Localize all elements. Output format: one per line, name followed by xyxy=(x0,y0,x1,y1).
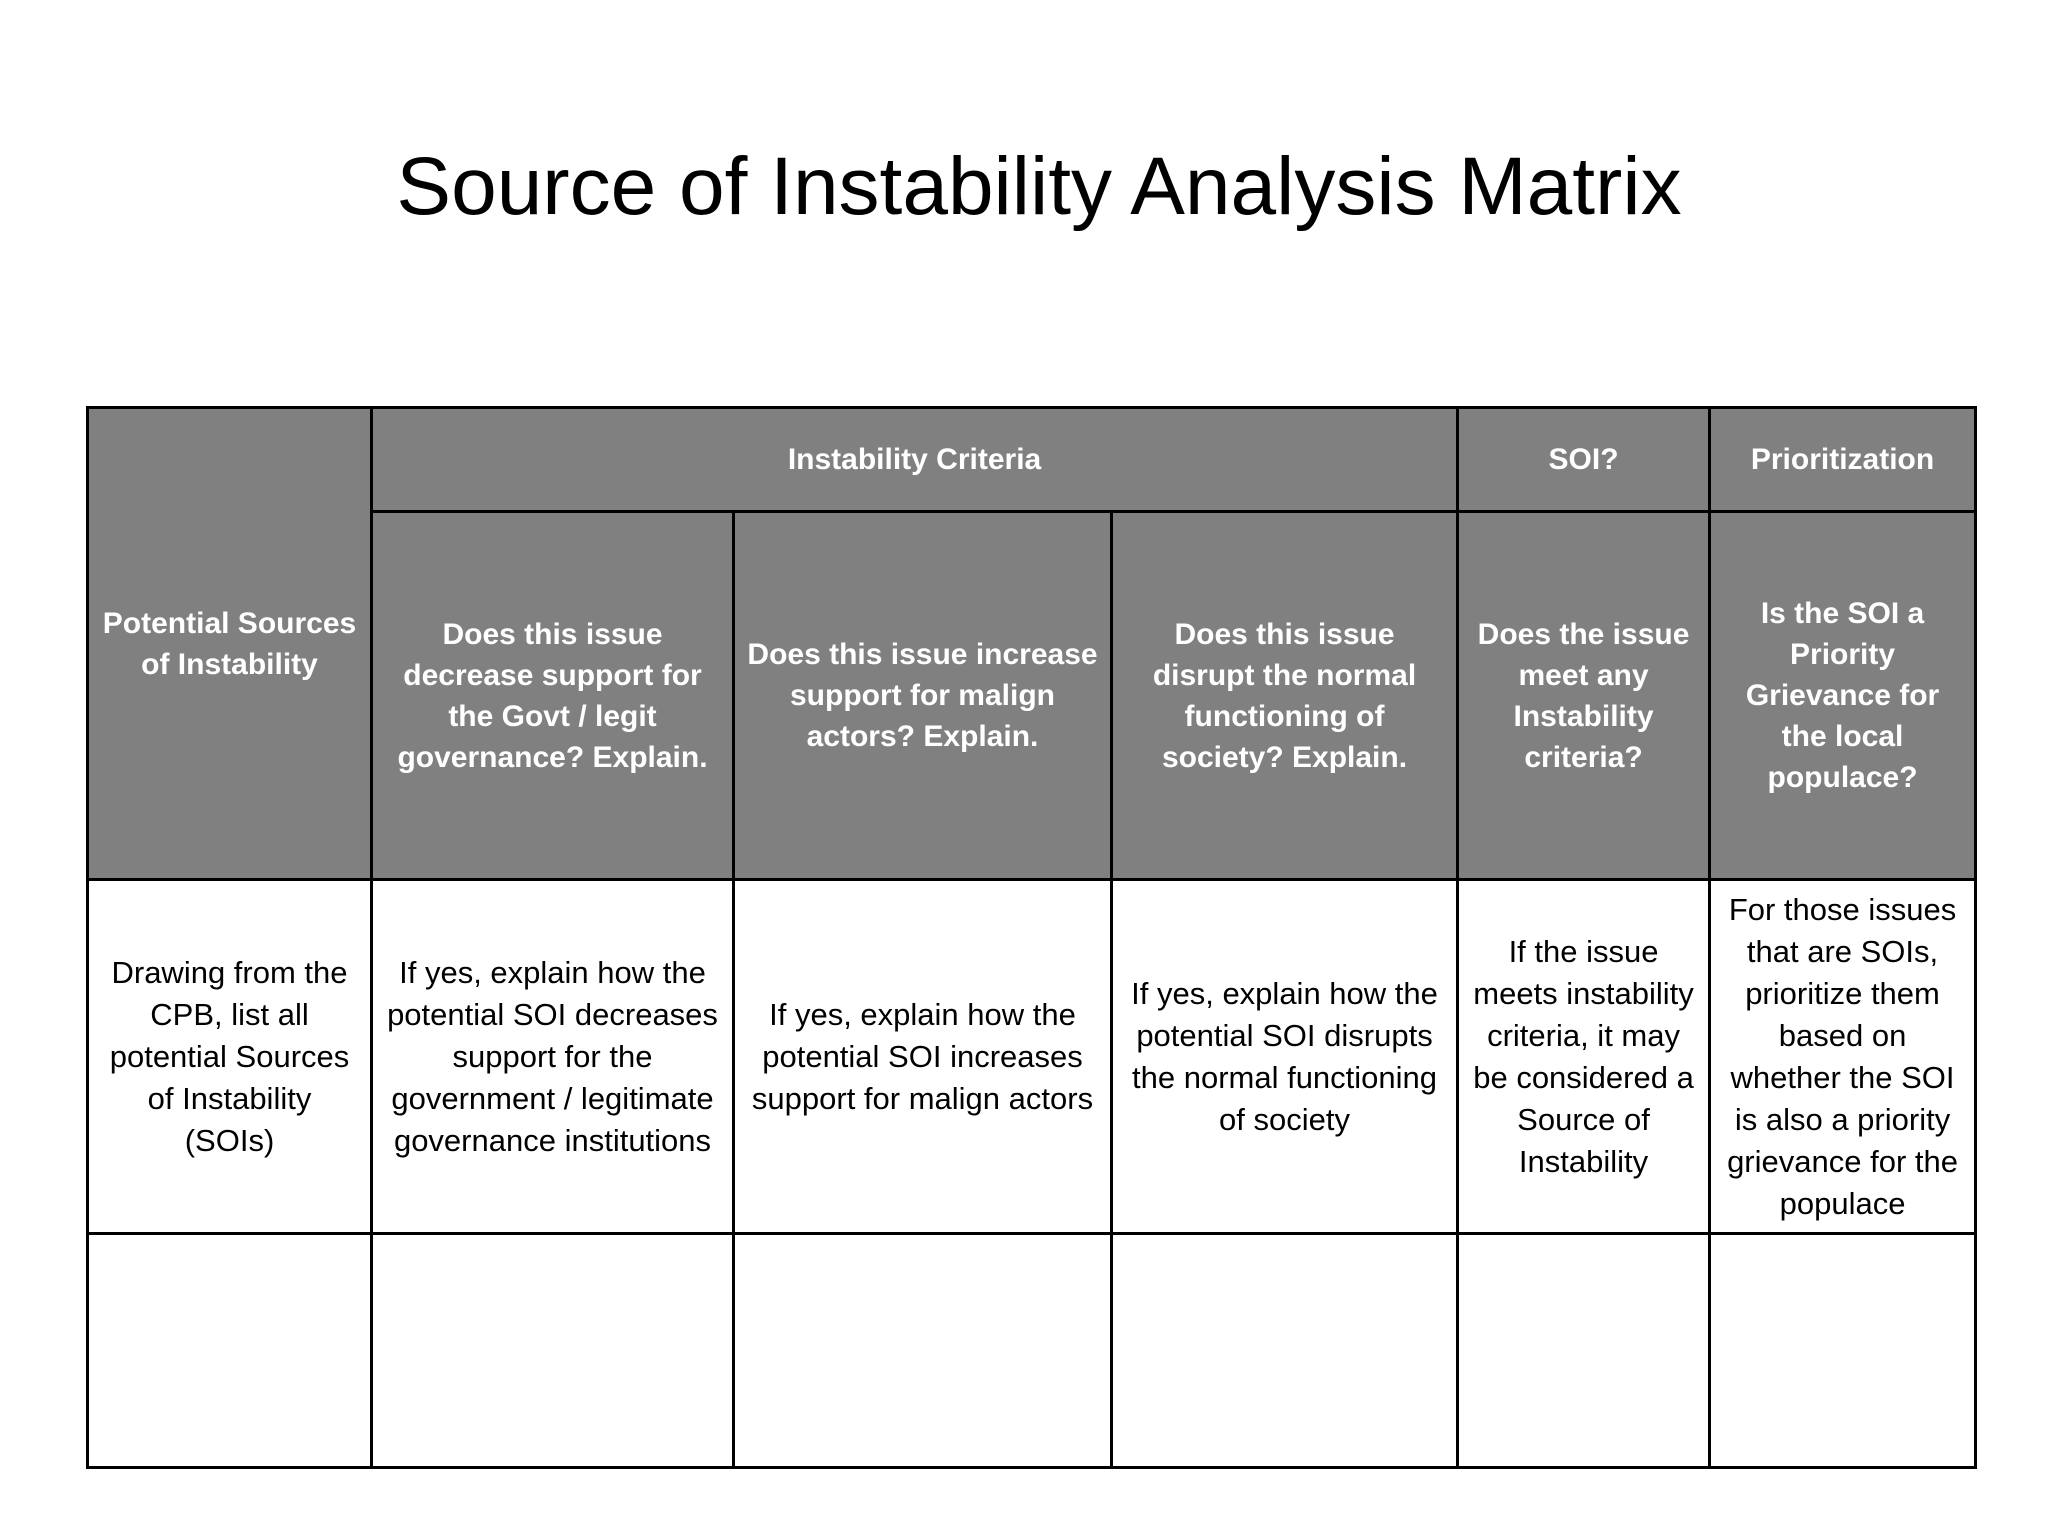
header-soi: SOI? xyxy=(1458,408,1710,512)
cell-prioritization: For those issues that are SOIs, prioritize them based on whether the SOI is also a priority grievance for the populace xyxy=(1710,880,1976,1234)
cell-potential-sources[interactable] xyxy=(88,1234,372,1468)
analysis-matrix-table xyxy=(86,406,1977,1469)
cell-decrease-support: If yes, explain how the potential SOI decreases support for the government / legitimate governance institutions xyxy=(372,880,734,1234)
cell-decrease-support[interactable] xyxy=(372,1234,734,1468)
header-priority-grievance: Is the SOI a Priority Grievance for the local populace? xyxy=(1710,512,1976,880)
page-title: Source of Instability Analysis Matrix xyxy=(396,141,1682,232)
cell-prioritization[interactable] xyxy=(1710,1234,1976,1468)
header-instability-criteria: Instability Criteria xyxy=(372,408,1458,512)
cell-meet-criteria[interactable] xyxy=(1458,1234,1710,1468)
header-prioritization: Prioritization xyxy=(1710,408,1976,512)
header-increase-malign: Does this issue increase support for malign actors? Explain. xyxy=(734,512,1112,880)
cell-increase-malign[interactable] xyxy=(734,1234,1112,1468)
header-potential-sources: Potential Sources of Instability xyxy=(88,408,372,880)
header-disrupt-society: Does this issue disrupt the normal functioning of society? Explain. xyxy=(1112,512,1458,880)
table-row xyxy=(88,1234,1976,1468)
cell-increase-malign: If yes, explain how the potential SOI increases support for malign actors xyxy=(734,880,1112,1234)
cell-meet-criteria: If the issue meets instability criteria, it may be considered a Source of Instability xyxy=(1458,880,1710,1234)
table-row xyxy=(88,880,1976,1234)
header-meet-criteria: Does the issue meet any Instability criteria? xyxy=(1458,512,1710,880)
cell-potential-sources: Drawing from the CPB, list all potential Sources of Instability (SOIs) xyxy=(88,880,372,1234)
header-row-sub xyxy=(88,512,1976,880)
cell-disrupt-society: If yes, explain how the potential SOI disrupts the normal functioning of society xyxy=(1112,880,1458,1234)
cell-disrupt-society[interactable] xyxy=(1112,1234,1458,1468)
header-row-top xyxy=(88,408,1976,512)
header-decrease-support: Does this issue decrease support for the Govt / legit governance? Explain. xyxy=(372,512,734,880)
